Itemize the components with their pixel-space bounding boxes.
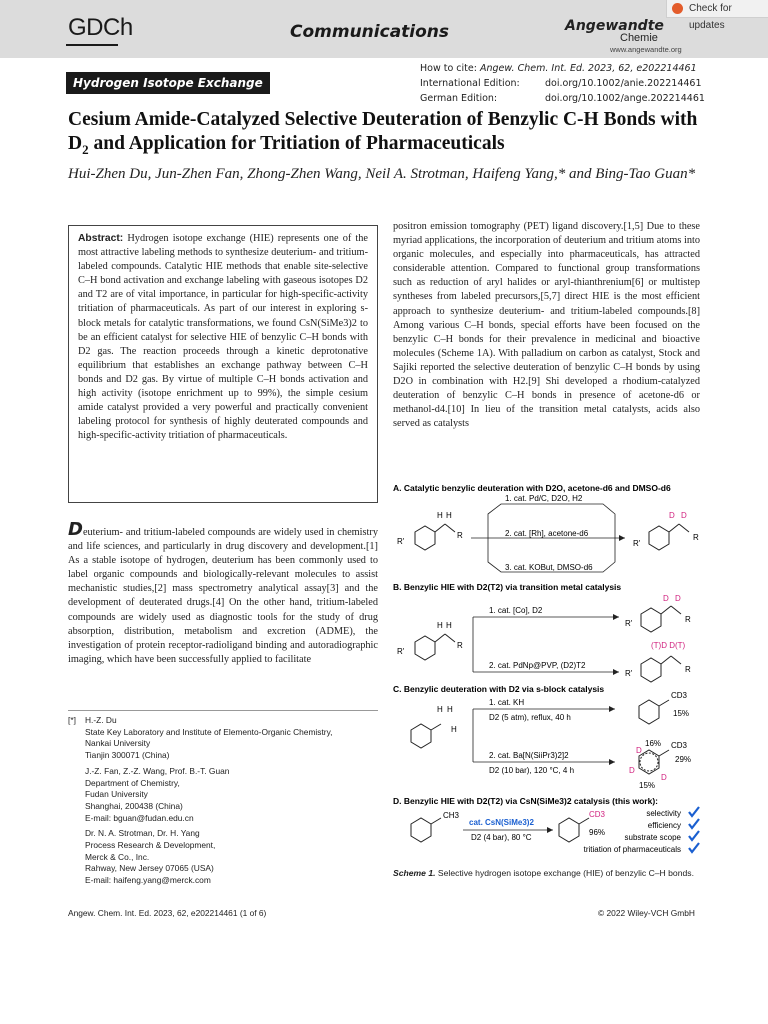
scheme-d-yield: 96%	[589, 828, 606, 837]
label-d-a1: D	[669, 511, 675, 520]
body-text-right-column	[393, 220, 700, 431]
gdch-logo: GDCh	[68, 14, 133, 41]
scheme-d-catalyst: cat. CsN(SiMe3)2	[469, 818, 534, 827]
label-rprime-b-product: R'	[625, 619, 633, 628]
benzene-ring-b-product-1	[641, 606, 681, 632]
scheme-panel-b-title: B. Benzylic HIE with D2(T2) via transition metal catalysis	[393, 582, 622, 592]
footer-citation: Angew. Chem. Int. Ed. 2023, 62, e202214461 (1 of 6)	[68, 908, 267, 918]
german-edition-label: German Edition:	[420, 93, 498, 104]
label-h-b1: H	[437, 621, 443, 630]
scheme-panel-a-title: A. Catalytic benzylic deuteration with D2O, acetone-d6 and DMSO-d6	[393, 483, 671, 493]
label-d-c2: D	[629, 766, 635, 775]
article-title: Cesium Amide-Catalyzed Selective Deuteration of Benzylic C-H Bonds with $D_2$ and Application for Tritiation of Pharmaceuticals	[68, 109, 698, 157]
affiliation-marker: [*]	[68, 715, 76, 725]
intl-edition-label: International Edition:	[420, 78, 520, 89]
affiliation-block-1: H.-Z. Du State Key Laboratory and Institute of Elemento-Organic Chemistry, Nankai University Tianjin 300071 (China)	[85, 715, 333, 761]
label-d-b1: D	[663, 594, 669, 603]
scheme-b-arrowhead-1	[613, 614, 619, 620]
section-heading: Communications	[290, 22, 450, 42]
scheme-c-yield-2: 16%	[645, 739, 662, 748]
footer-copyright: © 2022 Wiley-VCH GmbH	[598, 908, 695, 918]
label-h-a2: H	[446, 511, 452, 520]
checklist-substrate-scope: substrate scope	[624, 833, 681, 842]
scheme-a-cond-3: 3. cat. KOBut, DMSO-d6	[505, 563, 593, 572]
label-ch3-d: CH3	[443, 811, 460, 820]
chemie-logo: Chemie	[620, 32, 658, 44]
scheme-d-arrowhead	[547, 827, 553, 833]
how-to-cite-label: How to cite:	[420, 63, 477, 74]
label-r-b: R	[457, 641, 463, 650]
check-icons	[689, 807, 699, 852]
how-to-cite-value: Angew. Chem. Int. Ed. 2023, 62, e202214461	[480, 63, 697, 74]
benzene-ring-d-start	[411, 818, 441, 842]
scheme-d-cond: D2 (4 bar), 80 °C	[471, 833, 532, 842]
citation-block	[420, 61, 710, 106]
check-for-updates-button[interactable]	[666, 0, 768, 31]
check-icon-3	[689, 831, 699, 840]
label-cd3-c1: CD3	[671, 691, 688, 700]
body-right-paragraph: positron emission tomography (PET) ligand discovery.[1,5] Due to these myriad applications, the incorporation of deuterium and tritium atoms into organic molecules, and especially into pharmaceuticals, has attracted considerable attention. Compared to functional group transformations such as reduction of aryl halides or aryl-thianthrenium[6] or multistep syntheses from labeled precursors,[5,7] direct HIE is the most efficient approach to synthesize deuterium- and tritium-labeled compounds.[8] Among various C–H bonds, special efforts have been focused on the benzylic C–H bonds for their prevalence in medicinal and bioactive molecules (Scheme 1A). With palladium on carbon as catalyst, Stock and Sajiki reported the selective deuteration of benzylic C–H bonds by using D2O in combination with H2.[9] Shi developed a rhodium-catalyzed deuteration of benzylic C–H bonds in presence of acetone-d6 or methanol-d4.[10] In lieu of the transition metal catalysts, acids also served as catalysts	[393, 221, 700, 430]
affiliations	[68, 715, 378, 891]
intl-edition-doi-link[interactable]: doi.org/10.1002/anie.202214461	[545, 78, 702, 89]
scheme-c-cond-1a: 1. cat. KH	[489, 698, 525, 707]
label-r-a-product: R	[693, 533, 699, 542]
benzene-ring-b-product-2	[641, 656, 681, 682]
label-d-b2: D	[675, 594, 681, 603]
affiliation-divider	[68, 710, 378, 711]
label-r-b-product: R	[685, 615, 691, 624]
label-r-b-product-2: R	[685, 665, 691, 674]
label-r-a: R	[457, 531, 463, 540]
label-cd3-d: CD3	[589, 810, 606, 819]
scheme-1-figure	[393, 480, 713, 860]
label-h-b2: H	[446, 621, 452, 630]
label-rprime-b: R'	[397, 647, 405, 656]
scheme-a-arrowhead	[619, 535, 625, 541]
label-h-a1: H	[437, 511, 443, 520]
scheme-c-cond-1b: D2 (5 atm), reflux, 40 h	[489, 713, 571, 722]
checklist-selectivity: selectivity	[646, 809, 681, 818]
topic-tag: Hydrogen Isotope Exchange	[66, 72, 270, 94]
author-list: Hui-Zhen Du, Jun-Zhen Fan, Zhong-Zhen Wang, Neil A. Strotman, Haifeng Yang,* and Bing-Tao Guan*	[68, 166, 696, 182]
benzene-ring-c-product-2	[639, 750, 669, 774]
label-d-c3: D	[661, 773, 667, 782]
scheme-b-arrowhead-2	[613, 669, 619, 675]
benzene-ring-b-start	[415, 634, 455, 660]
check-icon-2	[689, 819, 699, 828]
label-h-c2: H	[447, 705, 453, 714]
label-d-a2: D	[681, 511, 687, 520]
check-icon-4	[689, 843, 699, 852]
scheme-b-cond-2: 2. cat. PdNp@PVP, (D2)T2	[489, 661, 586, 670]
scheme-c-cond-2a: 2. cat. Ba[N(SiiPr3)2]2	[489, 751, 569, 760]
checklist-tritiation: tritiation of pharmaceuticals	[583, 845, 681, 854]
scheme-c-yield-1: 15%	[673, 709, 690, 718]
crossmark-icon	[672, 3, 683, 14]
abstract-label: Abstract:	[78, 233, 124, 244]
label-cd3-c2: CD3	[671, 741, 688, 750]
gdch-logo-underline	[66, 44, 118, 46]
benzene-ring-d-product	[559, 818, 589, 842]
label-h-c3: H	[451, 725, 457, 734]
affiliation-block-2: J.-Z. Fan, Z.-Z. Wang, Prof. B.-T. Guan Department of Chemistry, Fudan University Shanghai, 200438 (China) E-mail: bguan@fudan.edu.cn	[85, 765, 230, 823]
body-left-paragraph: euterium- and tritium-labeled compounds are widely used in chemistry and life sciences, and particularly in drug discovery and development.[1] As a stable isotope of hydrogen, deuterium has been commonly used to label organic compounds and biologically-relevant molecules to assist mechanistic studies,[2] mass spectrometry analytical assay[3] and the development of deuterated drugs.[4] On the other hand, tritium-labeled compounds are widely used as diagnostic tools for the study of drug absorption, distribution, metabolism and excretion (ADME), the investigation of protein receptor-radioligand binding and autoradiographic imaging, which have been successfully applied to facilitate	[68, 527, 378, 665]
scheme-c-arrowhead-2	[609, 759, 615, 765]
body-text-left-column	[68, 519, 378, 667]
benzene-ring-a-start	[415, 524, 455, 550]
checklist-efficiency: efficiency	[647, 821, 681, 830]
scheme-panel-d-title: D. Benzylic HIE with D2(T2) via CsN(SiMe3)2 catalysis (this work):	[393, 796, 658, 806]
german-edition-doi-link[interactable]: doi.org/10.1002/ange.202214461	[545, 93, 705, 104]
scheme-c-arrowhead-1	[609, 706, 615, 712]
label-rprime-b-product-2: R'	[625, 669, 633, 678]
scheme-panel-c-title: C. Benzylic deuteration with D2 via s-block catalysis	[393, 684, 605, 694]
journal-url: www.angewandte.org	[610, 45, 682, 54]
benzene-ring-a-product	[649, 524, 689, 550]
scheme-c-yield-4: 15%	[639, 781, 656, 790]
scheme-b-cond-1: 1. cat. [Co], D2	[489, 606, 543, 615]
scheme-caption-label: Scheme 1.	[393, 868, 436, 878]
abstract-text: Hydrogen isotope exchange (HIE) represents one of the most attractive labeling methods to synthesize deuterium- and tritium-labeled compounds. Catalytic HIE methods that enable site-selective C–H bond activation and exchange labeling with gaseous isotopes D2 and T2 are of vital importance, in particular for high-specific-activity tritiation of pharmaceuticals. As part of our interest in exploring s-block metals for catalytic transformations, we found CsN(SiMe3)2 to be an efficient catalyst for selective HIE of benzylic C–H bonds with D2 gas. The reaction proceeds through a kinetic deprotonative equilibrium that establishes an exchange pathway between C–H bonds and D2 gas. By virtue of multiple C–H bonds activation and high activity (isotope enrichment up to 99%), the simple cesium amide catalyst provided a very powerful and practically convenient labeling protocol for synthesis of highly deuterated compounds and high-specific-activity tritiation of pharmaceuticals.	[78, 233, 368, 442]
label-rprime-a: R'	[397, 537, 405, 546]
check-for-updates-label: Check for updates	[689, 3, 732, 31]
drop-cap: D	[68, 519, 83, 540]
benzene-ring-c-start	[411, 724, 441, 748]
scheme-c-cond-2b: D2 (10 bar), 120 °C, 4 h	[489, 766, 575, 775]
scheme-caption-text: Selective hydrogen isotope exchange (HIE) of benzylic C–H bonds.	[437, 868, 694, 878]
benzene-ring-c-product-1	[639, 700, 669, 724]
label-d-c1: D	[636, 746, 642, 755]
scheme-caption	[393, 867, 703, 879]
scheme-a-cond-2: 2. cat. [Rh], acetone-d6	[505, 529, 589, 538]
label-td-b: (T)D D(T)	[651, 641, 686, 650]
affiliation-block-3: Dr. N. A. Strotman, Dr. H. Yang Process Research & Development, Merck & Co., Inc. Rahway, New Jersey 07065 (USA) E-mail: haifeng.yang@merck.com	[85, 828, 216, 886]
label-rprime-a-product: R'	[633, 539, 641, 548]
angewandte-logo: Angewandte	[565, 18, 664, 34]
scheme-a-cond-1: 1. cat. Pd/C, D2O, H2	[505, 494, 583, 503]
scheme-c-yield-3: 29%	[675, 755, 692, 764]
label-h-c1: H	[437, 705, 443, 714]
abstract-box	[68, 225, 378, 503]
check-icon-1	[689, 807, 699, 816]
